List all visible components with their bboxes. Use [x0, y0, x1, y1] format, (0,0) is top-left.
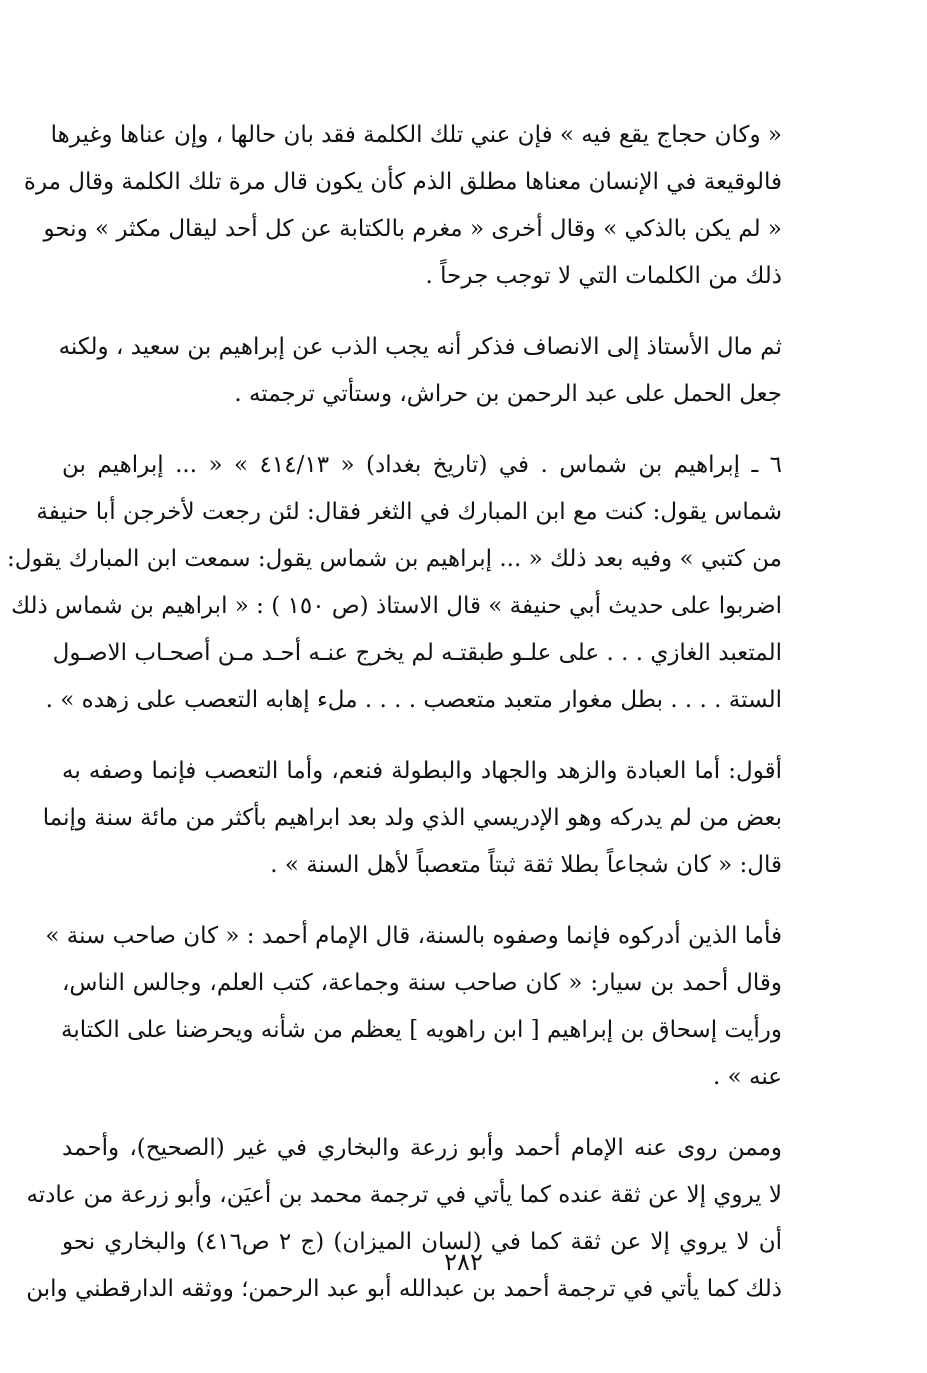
paragraph-entry-6-ibrahim-ibn-shammas [7, 442, 782, 724]
text-line: ذلك من الكلمات التي لا توجب جرحاً . [425, 263, 782, 289]
text-line: وقال أحمد بن سيار: « كان صاحب سنة وجماعة، كتب العلم، وجالس الناس، [62, 970, 782, 996]
text-line: أقول: أما العبادة والزهد والجهاد والبطولة فنعم، وأما التعصب فإنما وصفه به [62, 758, 782, 784]
page-number: ٢٨٢ [444, 1248, 483, 1276]
text-line: فالوقيعة في الإنسان معناها مطلق الذم كأن يكون قال مرة تلك الكلمة وقال مرة [23, 169, 782, 195]
text-line: اضربوا على حديث أبي حنيفة » قال الاستاذ (ص ١٥٠ ) : « ابراهيم بن شماس ذلك [11, 593, 782, 619]
page-body [7, 112, 783, 1313]
text-line: جعل الحمل على عبد الرحمن بن حراش، وستأتي ترجمته . [234, 381, 782, 407]
text-line: قال: « كان شجاعاً بطلا ثقة ثبتاً متعصباً لأهل السنة » . [270, 852, 782, 878]
text-line: المتعبد الغازي . . . على علـو طبقتـه لم يخرج عنـه أحـد مـن أصحـاب الاصـول [52, 640, 782, 666]
text-line: « وكان حجاج يقع فيه » فإن عني تلك الكلمة فقد بان حالها ، وإن عناها وغيرها [50, 122, 782, 148]
text-line: لا يروي إلا عن ثقة عنده كما يأتي في ترجمة محمد بن أعيَن، وأبو زرعة من عادته [26, 1182, 782, 1208]
text-line: أن لا يروي إلا عن ثقة كما في (لسان الميزان) (ج ٢ ص٤١٦) والبخاري نحو [62, 1229, 783, 1255]
text-line: وممن روى عنه الإمام أحمد وأبو زرعة والبخاري في غير (الصحيح)، وأحمد [62, 1135, 782, 1161]
text-line: فأما الذين أدركوه فإنما وصفوه بالسنة، قال الإمام أحمد : « كان صاحب سنة » [45, 923, 782, 949]
text-line: عنه » . [713, 1064, 782, 1090]
paragraph-ibrahim-ibn-said [58, 324, 782, 418]
text-line: ذلك كما يأتي في ترجمة أحمد بن عبدالله أبو عبد الرحمن؛ ووثقه الدارقطني وابن [26, 1276, 782, 1302]
text-line: ٦ ـ إبراهيم بن شماس . في (تاريخ بغداد) « ٤١٤/١٣ » « ... إبراهيم بن [62, 452, 782, 478]
paragraph-contemporaries [45, 913, 782, 1101]
text-line: شماس يقول: كنت مع ابن المبارك في الثغر فقال: لئن رجعت لأخرجن أبا حنيفة [36, 499, 782, 525]
text-line: « لم يكن بالذكي » وقال أخرى « مغرم بالكتابة عن كل أحد ليقال مكثر » ونحو [43, 216, 782, 242]
text-line: الستة . . . . بطل مغوار متعبد متعصب . . . . ملء إهابه التعصب على زهده » . [45, 687, 782, 713]
text-line: من كتبي » وفيه بعد ذلك « ... إبراهيم بن شماس يقول: سمعت ابن المبارك يقول: [7, 546, 782, 572]
text-line: ثم مال الأستاذ إلى الانصاف فذكر أنه يجب الذب عن إبراهيم بن سعيد ، ولكنه [58, 334, 782, 360]
text-line: ورأيت إسحاق بن إبراهيم [ ابن راهويه ] يعظم من شأنه ويحرضنا على الكتابة [61, 1017, 782, 1043]
paragraph-aqulu [42, 748, 782, 889]
paragraph-hajjaj [23, 112, 782, 300]
paragraph-narrators [26, 1125, 783, 1313]
text-line: بعض من لم يدركه وهو الإدريسي الذي ولد بعد ابراهيم بأكثر من مائة سنة وإنما [42, 805, 782, 831]
